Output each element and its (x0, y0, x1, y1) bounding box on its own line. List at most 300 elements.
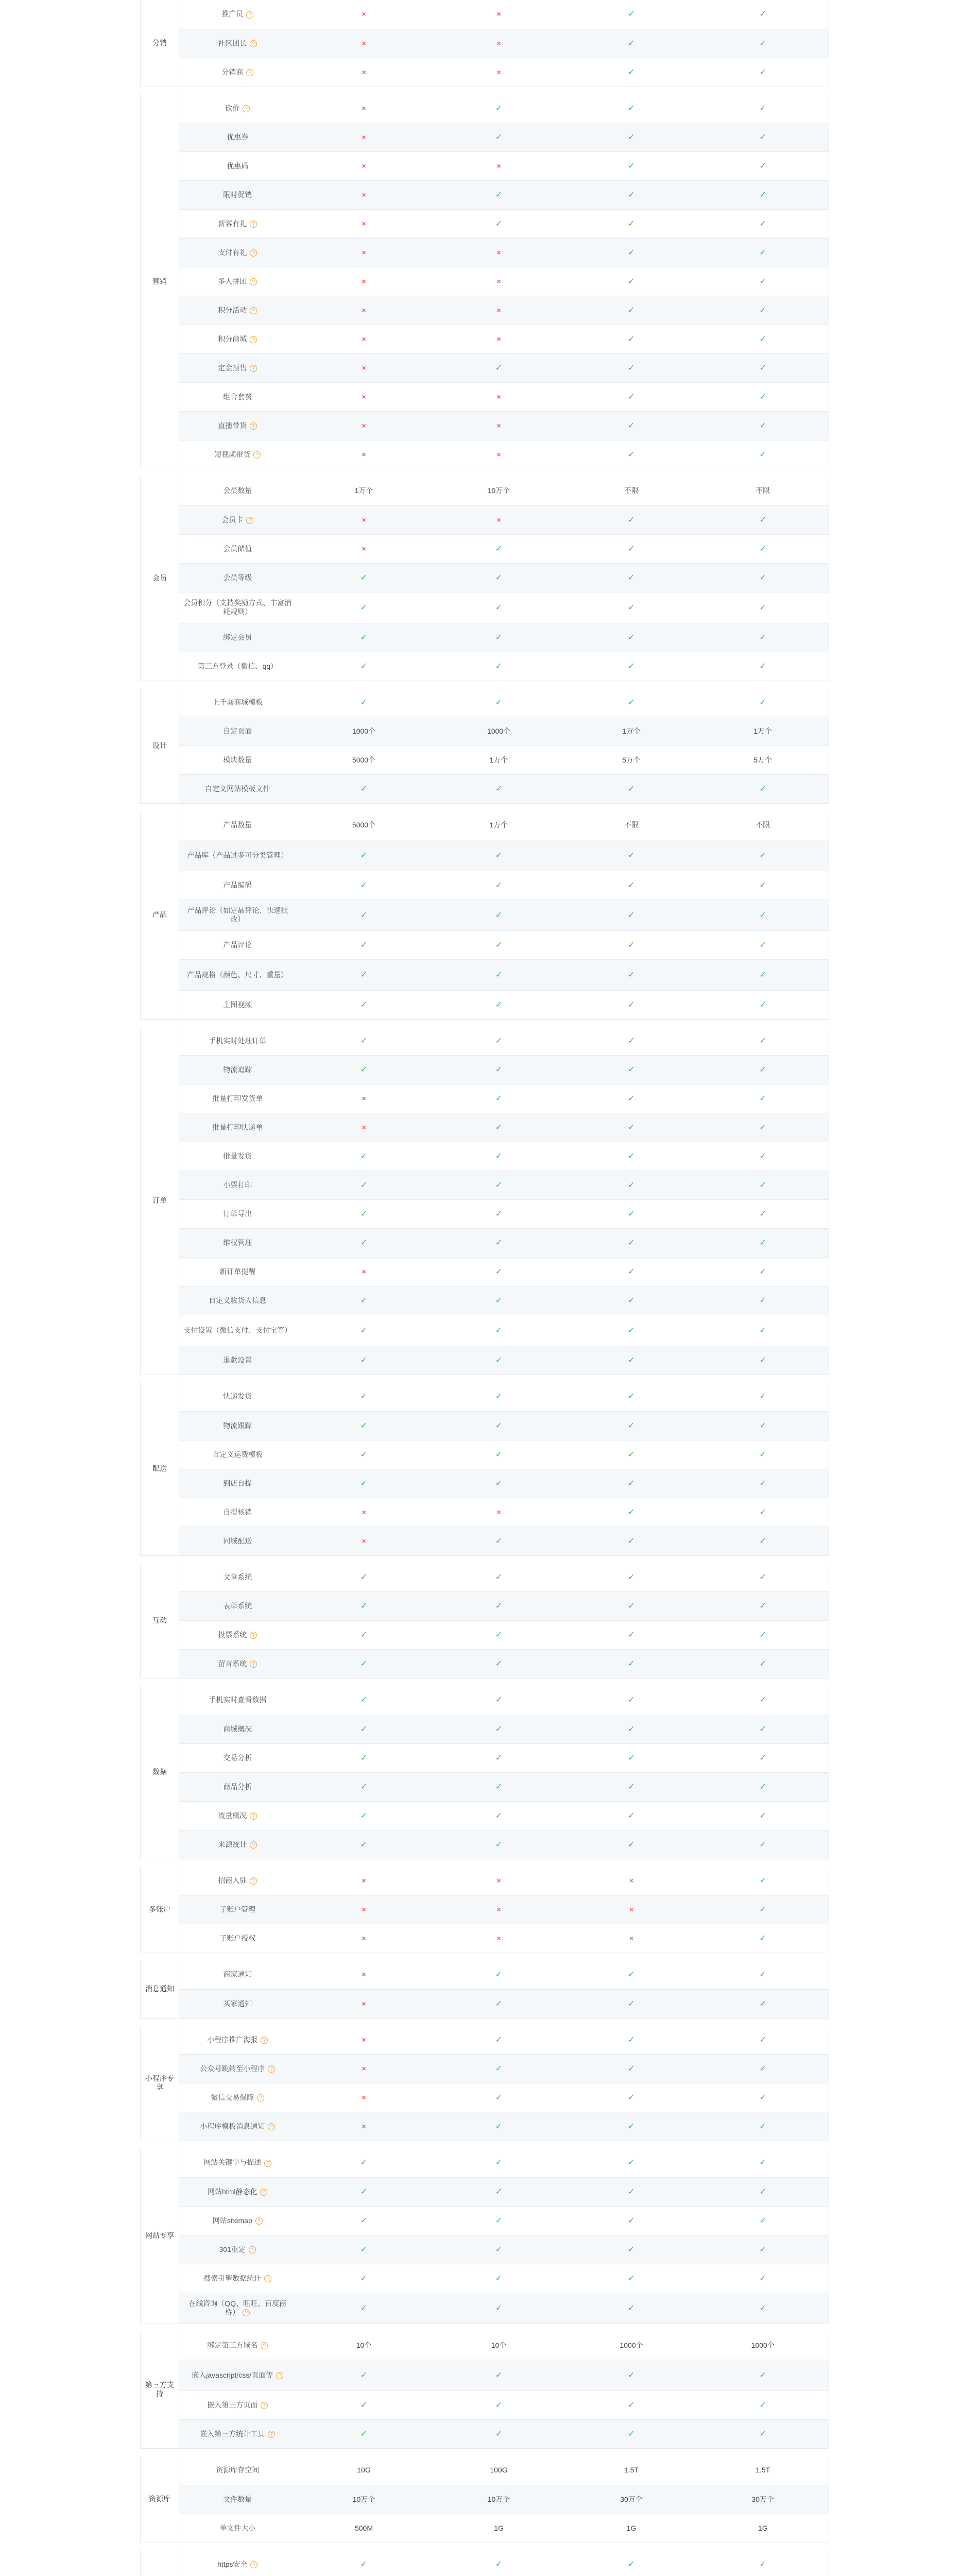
check-icon: ✓ (759, 880, 766, 890)
check-icon: ✓ (628, 162, 635, 171)
plan-value-cell (697, 840, 829, 871)
help-icon[interactable]: ? (253, 451, 261, 459)
cross-icon: × (496, 421, 501, 430)
check-icon: ✓ (759, 544, 766, 553)
plan-value-cell (296, 1592, 432, 1621)
check-icon: ✓ (495, 851, 503, 860)
help-icon[interactable]: ? (261, 2342, 268, 2349)
check-icon: ✓ (360, 698, 368, 707)
feature-label: 嵌入第三方统计工具 (200, 2430, 265, 2438)
help-icon[interactable]: ? (264, 2160, 271, 2167)
feature-cell (179, 1830, 296, 1859)
feature-label: 新客有礼 (218, 219, 247, 228)
table-row (141, 746, 829, 775)
help-icon[interactable]: ? (250, 2561, 257, 2568)
table-row (141, 267, 829, 296)
table-row (141, 1286, 829, 1315)
check-icon: ✓ (628, 450, 635, 459)
plan-value-cell (296, 2391, 432, 2420)
plan-value-cell (697, 354, 829, 383)
table-row (141, 2331, 829, 2360)
check-icon: ✓ (759, 1036, 766, 1045)
plan-value-cell (432, 1563, 566, 1592)
feature-label: 微信交易保障 (211, 2093, 254, 2102)
plan-value-cell (566, 440, 697, 469)
plan-value-cell (432, 1056, 566, 1084)
help-icon[interactable]: ? (246, 69, 253, 76)
plan-value-cell (566, 210, 697, 239)
help-icon[interactable]: ? (246, 517, 253, 524)
plan-value-cell (296, 959, 432, 990)
cross-icon: × (362, 248, 366, 257)
plan-value-cell (697, 1715, 829, 1743)
help-icon[interactable]: ? (250, 249, 257, 257)
plan-value-text: 5万个 (753, 756, 772, 764)
plan-value-cell (296, 1382, 432, 1411)
feature-label: 社区团长 (218, 39, 247, 47)
check-icon: ✓ (759, 1696, 766, 1705)
check-icon: ✓ (495, 219, 503, 228)
feature-cell (179, 1056, 296, 1084)
plan-value-text: 1G (758, 2523, 768, 2532)
plan-value-cell (296, 2550, 432, 2576)
check-icon: ✓ (628, 2401, 635, 2410)
plan-value-cell (432, 1171, 566, 1200)
table-row (141, 563, 829, 592)
check-icon: ✓ (759, 2245, 766, 2254)
check-icon: ✓ (495, 1450, 503, 1459)
help-icon[interactable]: ? (261, 2402, 268, 2409)
check-icon: ✓ (759, 2158, 766, 2167)
help-icon[interactable]: ? (268, 2123, 275, 2130)
check-icon: ✓ (360, 1210, 368, 1218)
feature-label: 直播带货 (218, 421, 247, 430)
help-icon[interactable]: ? (250, 307, 257, 314)
check-icon: ✓ (759, 910, 766, 920)
plan-value-cell (697, 0, 829, 29)
check-icon: ✓ (628, 133, 635, 142)
feature-cell (179, 123, 296, 152)
plan-value-text: 10G (357, 2466, 371, 2475)
plan-value-cell (566, 2206, 697, 2235)
plan-value-cell (296, 1527, 432, 1555)
check-icon: ✓ (495, 662, 503, 671)
check-icon: ✓ (495, 364, 503, 372)
check-icon: ✓ (628, 1326, 635, 1335)
check-icon: ✓ (628, 2122, 635, 2131)
plan-value-cell (296, 1286, 432, 1315)
plan-value-cell (432, 1960, 566, 1989)
plan-value-cell (432, 811, 566, 840)
plan-value-cell (697, 871, 829, 900)
table-row (141, 900, 829, 930)
feature-cell (179, 325, 296, 354)
plan-value-cell (566, 1171, 697, 1200)
check-icon: ✓ (759, 1840, 766, 1849)
plan-value-cell (566, 652, 697, 681)
plan-value-cell (432, 2148, 566, 2177)
group-spacer-cell (141, 1953, 829, 1961)
help-icon[interactable]: ? (250, 1812, 257, 1820)
plan-value-cell (697, 1621, 829, 1650)
feature-cell (179, 2264, 296, 2293)
check-icon: ✓ (628, 364, 635, 372)
feature-cell (179, 2083, 296, 2112)
plan-value-cell (432, 2206, 566, 2235)
check-icon: ✓ (360, 2560, 368, 2569)
cross-icon: × (496, 277, 501, 285)
feature-cell (179, 440, 296, 469)
plan-value-cell (697, 1743, 829, 1772)
plan-value-cell (296, 1621, 432, 1650)
plan-value-cell (296, 1743, 432, 1772)
feature-label: 子账户授权 (219, 1934, 256, 1942)
check-icon: ✓ (495, 1181, 503, 1190)
check-icon: ✓ (360, 1421, 368, 1430)
group-spacer-cell (141, 2543, 829, 2550)
plan-value-cell (432, 1346, 566, 1375)
plan-value-text: 1000个 (352, 727, 376, 735)
plan-value-cell (296, 1346, 432, 1375)
table-row (141, 1027, 829, 1056)
help-icon[interactable]: ? (276, 2372, 283, 2379)
help-icon[interactable]: ? (255, 2217, 263, 2225)
cross-icon: × (362, 1094, 366, 1103)
plan-value-cell (566, 1113, 697, 1142)
feature-cell (179, 1346, 296, 1375)
feature-cell (179, 2550, 296, 2576)
check-icon: ✓ (628, 1181, 635, 1190)
plan-value-text: 1G (626, 2523, 637, 2532)
check-icon: ✓ (628, 1267, 635, 1276)
plan-value-cell (697, 2514, 829, 2543)
plan-value-cell (296, 1171, 432, 1200)
check-icon: ✓ (759, 1326, 766, 1335)
help-icon[interactable]: ? (250, 1632, 257, 1639)
feature-label: 在线咨询（QQ、旺旺、百度商桥） (188, 2299, 287, 2316)
check-icon: ✓ (759, 2430, 766, 2438)
feature-cell (179, 239, 296, 267)
feature-cell (179, 534, 296, 563)
help-icon[interactable]: ? (257, 2094, 264, 2102)
feature-label: 买家通知 (223, 1999, 252, 2008)
plan-value-cell (432, 990, 566, 1019)
check-icon: ✓ (759, 393, 766, 401)
plan-value-cell (697, 2456, 829, 2485)
help-icon[interactable]: ? (250, 422, 257, 430)
check-icon: ✓ (495, 1572, 503, 1582)
plan-value-text: 1000个 (620, 2341, 643, 2349)
check-icon: ✓ (495, 785, 503, 793)
feature-label: 产品评论（如定晶评论、快速批改） (187, 906, 288, 923)
feature-cell (179, 94, 296, 123)
feature-cell (179, 2055, 296, 2083)
plan-value-cell (566, 2055, 697, 2083)
check-icon: ✓ (495, 1536, 503, 1546)
plan-value-cell (432, 440, 566, 469)
plan-value-cell (566, 2177, 697, 2206)
check-icon: ✓ (759, 1450, 766, 1459)
group-spacer (141, 2141, 829, 2149)
plan-value-cell (566, 2360, 697, 2391)
help-icon[interactable]: ? (250, 1877, 257, 1885)
check-icon: ✓ (759, 1753, 766, 1762)
cross-icon: × (362, 1934, 366, 1942)
plan-value-cell (296, 2026, 432, 2055)
check-icon: ✓ (360, 940, 368, 950)
help-icon[interactable]: ? (246, 11, 253, 19)
plan-value-cell (566, 2148, 697, 2177)
check-icon: ✓ (360, 2187, 368, 2196)
group-spacer (141, 1375, 829, 1383)
check-icon: ✓ (759, 515, 766, 524)
help-icon[interactable]: ? (249, 2246, 256, 2253)
table-row (141, 94, 829, 123)
check-icon: ✓ (759, 2274, 766, 2283)
plan-value-cell (697, 990, 829, 1019)
plan-value-cell (432, 210, 566, 239)
check-icon: ✓ (495, 1000, 503, 1009)
help-icon[interactable]: ? (250, 278, 257, 285)
plan-value-cell (432, 1411, 566, 1440)
plan-value-cell (697, 2420, 829, 2449)
plan-value-cell (296, 871, 432, 900)
check-icon: ✓ (495, 1696, 503, 1705)
check-icon: ✓ (495, 880, 503, 890)
cross-icon: × (362, 1536, 366, 1545)
check-icon: ✓ (759, 335, 766, 344)
plan-value-cell (566, 505, 697, 534)
feature-cell (179, 1527, 296, 1555)
plan-value-cell (296, 210, 432, 239)
table-row (141, 990, 829, 1019)
check-icon: ✓ (759, 1999, 766, 2008)
help-icon[interactable]: ? (260, 2189, 267, 2196)
plan-value-text: 5000个 (352, 821, 376, 829)
table-row (141, 2148, 829, 2177)
check-icon: ✓ (759, 1602, 766, 1611)
table-row (141, 623, 829, 652)
check-icon: ✓ (360, 1602, 368, 1611)
feature-cell (179, 1498, 296, 1527)
feature-label: 表单系统 (223, 1602, 252, 1610)
plan-value-cell (296, 1113, 432, 1142)
plan-value-cell (697, 775, 829, 804)
table-row (141, 325, 829, 354)
check-icon: ✓ (495, 1753, 503, 1762)
table-row (141, 688, 829, 717)
plan-value-cell (296, 1989, 432, 2018)
check-icon: ✓ (628, 515, 635, 524)
table-row (141, 1621, 829, 1650)
plan-value-text: 不限 (624, 486, 639, 495)
plan-value-cell (566, 717, 697, 746)
table-row (141, 1895, 829, 1924)
group-spacer-cell (141, 1555, 829, 1563)
check-icon: ✓ (759, 1123, 766, 1132)
plan-value-cell (296, 152, 432, 181)
check-icon: ✓ (628, 1696, 635, 1705)
help-icon[interactable]: ? (268, 2431, 275, 2438)
help-icon[interactable]: ? (250, 1841, 257, 1849)
feature-cell (179, 592, 296, 623)
check-icon: ✓ (360, 1782, 368, 1791)
table-row (141, 2485, 829, 2514)
plan-value-cell (697, 94, 829, 123)
help-icon[interactable]: ? (243, 2309, 250, 2316)
plan-value-cell (432, 1867, 566, 1895)
group-spacer (141, 1555, 829, 1563)
plan-value-cell (296, 1229, 432, 1258)
check-icon: ✓ (759, 603, 766, 612)
check-icon: ✓ (495, 2035, 503, 2044)
check-icon: ✓ (360, 1696, 368, 1705)
feature-label: 留言系统 (218, 1659, 247, 1668)
feature-label: 维权管理 (223, 1239, 252, 1247)
plan-value-cell (566, 592, 697, 623)
feature-label: 会员积分（支持奖励方式、丰富消耗规则） (183, 599, 292, 616)
table-row (141, 1113, 829, 1142)
check-icon: ✓ (628, 1507, 635, 1517)
feature-label: 网站sitemap (212, 2216, 252, 2225)
check-icon: ✓ (495, 2158, 503, 2167)
plan-value-cell (566, 1084, 697, 1113)
feature-cell (179, 1258, 296, 1286)
plan-value-cell (566, 1830, 697, 1859)
check-icon: ✓ (628, 662, 635, 671)
table-row (141, 1346, 829, 1375)
check-icon: ✓ (628, 1602, 635, 1611)
check-icon: ✓ (360, 633, 368, 642)
check-icon: ✓ (360, 1326, 368, 1335)
feature-label: 小程序模板消息通知 (200, 2122, 265, 2130)
group-spacer-cell (141, 1375, 829, 1383)
plan-value-cell (296, 477, 432, 505)
plan-value-cell (566, 94, 697, 123)
help-icon[interactable]: ? (261, 2037, 268, 2044)
check-icon: ✓ (628, 603, 635, 612)
plan-value-text: 1万个 (354, 486, 373, 495)
check-icon: ✓ (495, 1479, 503, 1488)
feature-cell (179, 0, 296, 29)
cross-icon: × (362, 450, 366, 459)
plan-value-cell (566, 2026, 697, 2055)
feature-label: 快递发货 (223, 1392, 252, 1401)
feature-cell (179, 2148, 296, 2177)
check-icon: ✓ (628, 1572, 635, 1582)
check-icon: ✓ (759, 851, 766, 860)
group-spacer (141, 1953, 829, 1961)
feature-cell (179, 1772, 296, 1801)
check-icon: ✓ (759, 39, 766, 48)
check-icon: ✓ (360, 1659, 368, 1668)
plan-value-cell (697, 688, 829, 717)
cross-icon: × (362, 2035, 366, 2044)
help-icon[interactable]: ? (250, 40, 257, 47)
plan-value-cell (566, 2550, 697, 2576)
help-icon[interactable]: ? (268, 2065, 275, 2073)
table-row (141, 412, 829, 440)
help-icon[interactable]: ? (264, 2275, 271, 2282)
plan-value-text: 1000个 (487, 727, 511, 735)
check-icon: ✓ (495, 2560, 503, 2569)
group-spacer-cell (141, 87, 829, 94)
feature-cell (179, 959, 296, 990)
check-icon: ✓ (628, 2560, 635, 2569)
table-row (141, 2550, 829, 2576)
cross-icon: × (362, 1876, 366, 1885)
plan-value-cell (296, 2055, 432, 2083)
help-icon[interactable]: ? (250, 1660, 257, 1668)
plan-value-cell (697, 1440, 829, 1469)
plan-value-cell (432, 2264, 566, 2293)
plan-value-cell (566, 1027, 697, 1056)
check-icon: ✓ (360, 1000, 368, 1009)
group-spacer (141, 87, 829, 94)
table-row (141, 959, 829, 990)
feature-label: 会员储值 (223, 544, 252, 553)
feature-cell (179, 1315, 296, 1346)
check-icon: ✓ (759, 2401, 766, 2410)
help-icon[interactable]: ? (250, 221, 257, 228)
plan-value-cell (296, 1315, 432, 1346)
table-row (141, 2456, 829, 2485)
check-icon: ✓ (759, 1507, 766, 1517)
plan-value-cell (566, 775, 697, 804)
plan-value-text: 30万个 (620, 2495, 643, 2503)
help-icon[interactable]: ? (250, 365, 257, 372)
plan-value-cell (566, 534, 697, 563)
table-row (141, 2420, 829, 2449)
plan-value-cell (432, 2360, 566, 2391)
help-icon[interactable]: ? (243, 105, 250, 112)
table-row (141, 811, 829, 840)
feature-cell (179, 354, 296, 383)
plan-value-cell (432, 2026, 566, 2055)
plan-value-cell (296, 652, 432, 681)
plan-value-cell (432, 2391, 566, 2420)
check-icon: ✓ (759, 133, 766, 142)
plan-value-cell (566, 1801, 697, 1830)
check-icon: ✓ (759, 2122, 766, 2131)
table-row (141, 239, 829, 267)
feature-label: 到店自提 (223, 1479, 252, 1487)
plan-value-cell (566, 181, 697, 210)
check-icon: ✓ (759, 1000, 766, 1009)
check-icon: ✓ (759, 1905, 766, 1914)
check-icon: ✓ (759, 1970, 766, 1979)
group-spacer (141, 804, 829, 811)
check-icon: ✓ (495, 1659, 503, 1668)
feature-cell (179, 267, 296, 296)
feature-cell (179, 1960, 296, 1989)
help-icon[interactable]: ? (250, 336, 257, 343)
cross-icon: × (362, 1999, 366, 2008)
check-icon: ✓ (360, 2216, 368, 2225)
group-spacer-cell (141, 2449, 829, 2456)
cross-icon: × (629, 1905, 634, 1913)
plan-value-cell (432, 181, 566, 210)
table-row (141, 383, 829, 412)
plan-value-cell (566, 152, 697, 181)
feature-label: 批量发货 (223, 1152, 252, 1160)
table-row (141, 1315, 829, 1346)
table-row (141, 2026, 829, 2055)
feature-label: 定金预售 (218, 364, 247, 372)
plan-value-cell (432, 0, 566, 29)
check-icon: ✓ (628, 940, 635, 950)
check-icon: ✓ (360, 1479, 368, 1488)
